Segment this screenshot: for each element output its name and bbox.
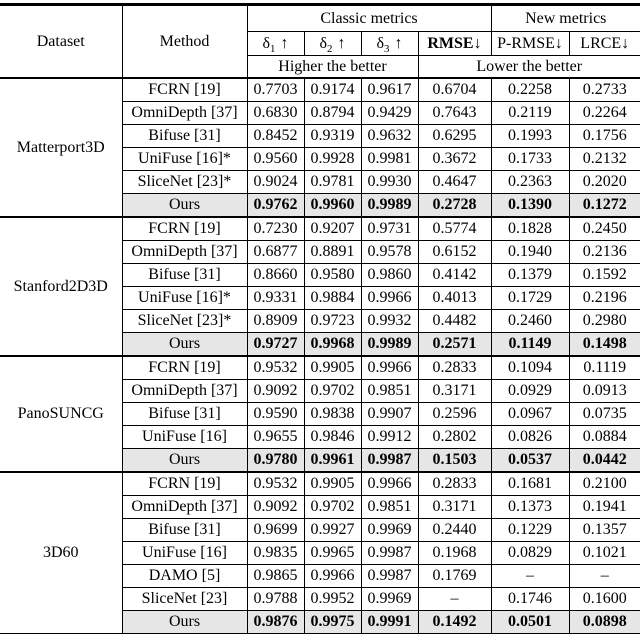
metric-value-cell: 0.1119: [569, 356, 640, 380]
metric-value-cell: 0.9966: [361, 472, 418, 496]
header-row-groups: [0, 5, 640, 32]
metric-value-cell: 0.2132: [569, 148, 640, 171]
method-cell: Bifuse [31]: [122, 403, 247, 426]
metric-value-cell: 0.9968: [304, 333, 361, 357]
metric-value-cell: –: [418, 588, 491, 611]
metric-value-cell: 0.4647: [418, 171, 491, 194]
classic-metrics-header: Classic metrics: [247, 5, 491, 32]
column-header-delta3: [361, 32, 418, 56]
metric-value-cell: 0.9723: [304, 310, 361, 333]
up-arrow-icon: ↑: [394, 34, 403, 52]
metric-value-cell: 0.2363: [491, 171, 569, 194]
metric-value-cell: 0.9927: [304, 519, 361, 542]
metric-value-cell: 0.0735: [569, 403, 640, 426]
metric-name: LRCE: [580, 34, 622, 52]
metric-value-cell: 0.1733: [491, 148, 569, 171]
metric-name: P-RMSE: [497, 34, 555, 52]
metric-value-cell: 0.1600: [569, 588, 640, 611]
metric-value-cell: 0.9699: [247, 519, 304, 542]
up-arrow-icon: ↑: [280, 34, 289, 52]
method-cell: SliceNet [23]*: [122, 171, 247, 194]
dataset-column-header: Dataset: [0, 5, 122, 79]
metric-value-cell: 0.9702: [304, 496, 361, 519]
metric-value-cell: 0.3171: [418, 380, 491, 403]
metric-value-cell: 0.8660: [247, 264, 304, 287]
metric-value-cell: 0.1941: [569, 496, 640, 519]
metric-value-cell: 0.9727: [247, 333, 304, 357]
metric-value-cell: 0.6830: [247, 102, 304, 125]
metric-value-cell: 0.9966: [361, 287, 418, 310]
method-cell: FCRN [19]: [122, 78, 247, 102]
column-header-rmse: [418, 32, 491, 56]
method-cell: FCRN [19]: [122, 356, 247, 380]
metric-value-cell: 0.9092: [247, 380, 304, 403]
metric-value-cell: 0.2119: [491, 102, 569, 125]
down-arrow-icon: ↓: [554, 34, 563, 52]
metric-value-cell: 0.4013: [418, 287, 491, 310]
metric-value-cell: 0.9788: [247, 588, 304, 611]
metric-value-cell: 0.5774: [418, 217, 491, 241]
metric-value-cell: 0.6152: [418, 241, 491, 264]
metric-value-cell: 0.8891: [304, 241, 361, 264]
metric-value-cell: 0.9961: [304, 449, 361, 473]
column-header-delta1: [247, 32, 304, 56]
metric-value-cell: –: [491, 565, 569, 588]
method-cell: UniFuse [16]*: [122, 148, 247, 171]
metrics-comparison-table: [0, 3, 640, 634]
metric-value-cell: 0.9781: [304, 171, 361, 194]
metric-value-cell: 0.9928: [304, 148, 361, 171]
metric-value-cell: 0.1503: [418, 449, 491, 473]
dataset-cell: Matterport3D: [0, 78, 122, 217]
metric-value-cell: 0.1492: [418, 611, 491, 634]
metric-value-cell: 0.0826: [491, 426, 569, 449]
method-cell: OmniDepth [37]: [122, 380, 247, 403]
method-cell: Bifuse [31]: [122, 519, 247, 542]
metric-value-cell: 0.2733: [569, 78, 640, 102]
method-cell: FCRN [19]: [122, 472, 247, 496]
metric-value-cell: 0.3672: [418, 148, 491, 171]
metric-value-cell: 0.9960: [304, 194, 361, 218]
metric-value-cell: 0.3171: [418, 496, 491, 519]
metric-value-cell: 0.2020: [569, 171, 640, 194]
metric-value-cell: 0.2264: [569, 102, 640, 125]
metric-value-cell: 0.9905: [304, 356, 361, 380]
metric-value-cell: 0.9838: [304, 403, 361, 426]
metric-value-cell: 0.1357: [569, 519, 640, 542]
metric-value-cell: 0.2833: [418, 472, 491, 496]
metric-value-cell: 0.2196: [569, 287, 640, 310]
metric-value-cell: 0.9860: [361, 264, 418, 287]
metric-value-cell: 0.8794: [304, 102, 361, 125]
lower-better-header: Lower the better: [418, 56, 640, 79]
metric-value-cell: 0.9580: [304, 264, 361, 287]
metric-value-cell: 0.0442: [569, 449, 640, 473]
metric-value-cell: 0.1756: [569, 125, 640, 148]
metric-value-cell: 0.7230: [247, 217, 304, 241]
method-cell: UniFuse [16]*: [122, 287, 247, 310]
metric-value-cell: 0.1968: [418, 542, 491, 565]
metric-value-cell: 0.2802: [418, 426, 491, 449]
metric-name: RMSE: [427, 34, 474, 52]
metric-value-cell: 0.9905: [304, 472, 361, 496]
metric-value-cell: 0.6295: [418, 125, 491, 148]
metric-value-cell: 0.1149: [491, 333, 569, 357]
metric-value-cell: 0.9969: [361, 588, 418, 611]
method-cell: Bifuse [31]: [122, 264, 247, 287]
metric-value-cell: 0.1746: [491, 588, 569, 611]
up-arrow-icon: ↑: [337, 34, 346, 52]
metric-value-cell: 0.1729: [491, 287, 569, 310]
metric-value-cell: 0.9846: [304, 426, 361, 449]
metric-value-cell: 0.2440: [418, 519, 491, 542]
metric-value-cell: 0.1769: [418, 565, 491, 588]
metric-value-cell: 0.0501: [491, 611, 569, 634]
metric-value-cell: 0.9865: [247, 565, 304, 588]
method-cell: FCRN [19]: [122, 217, 247, 241]
metric-value-cell: 0.1021: [569, 542, 640, 565]
metric-value-cell: 0.7703: [247, 78, 304, 102]
delta-subscript: 3: [384, 42, 390, 55]
metric-value-cell: 0.9590: [247, 403, 304, 426]
method-cell: Ours: [122, 333, 247, 357]
down-arrow-icon: ↓: [621, 34, 630, 52]
method-cell: OmniDepth [37]: [122, 102, 247, 125]
metric-value-cell: 0.2460: [491, 310, 569, 333]
metric-value-cell: 0.1498: [569, 333, 640, 357]
metric-value-cell: 0.0884: [569, 426, 640, 449]
metric-value-cell: 0.9851: [361, 496, 418, 519]
metric-value-cell: 0.0913: [569, 380, 640, 403]
metric-value-cell: 0.9731: [361, 217, 418, 241]
metric-value-cell: 0.9907: [361, 403, 418, 426]
metric-value-cell: 0.2728: [418, 194, 491, 218]
metric-value-cell: 0.9876: [247, 611, 304, 634]
method-cell: SliceNet [23]: [122, 588, 247, 611]
metric-value-cell: 0.9851: [361, 380, 418, 403]
dataset-cell: Stanford2D3D: [0, 217, 122, 356]
delta-symbol: δ: [262, 34, 271, 52]
method-row: [0, 78, 640, 102]
metric-value-cell: 0.9560: [247, 148, 304, 171]
column-header-delta2: [304, 32, 361, 56]
metric-value-cell: 0.9930: [361, 171, 418, 194]
metric-value-cell: 0.1993: [491, 125, 569, 148]
metric-value-cell: 0.1272: [569, 194, 640, 218]
metric-value-cell: 0.9966: [304, 565, 361, 588]
delta-symbol: δ: [376, 34, 385, 52]
dataset-cell: 3D60: [0, 472, 122, 634]
metric-value-cell: 0.9987: [361, 565, 418, 588]
metric-value-cell: 0.9655: [247, 426, 304, 449]
method-cell: SliceNet [23]*: [122, 310, 247, 333]
dataset-cell: PanoSUNCG: [0, 356, 122, 472]
metric-value-cell: 0.9702: [304, 380, 361, 403]
metric-value-cell: 0.1094: [491, 356, 569, 380]
metric-value-cell: 0.9532: [247, 356, 304, 380]
metric-value-cell: 0.6877: [247, 241, 304, 264]
metric-value-cell: 0.1379: [491, 264, 569, 287]
metric-value-cell: 0.9975: [304, 611, 361, 634]
delta-symbol: δ: [319, 34, 328, 52]
metric-value-cell: 0.9912: [361, 426, 418, 449]
metric-value-cell: 0.9952: [304, 588, 361, 611]
metric-value-cell: 0.4482: [418, 310, 491, 333]
metric-value-cell: 0.0898: [569, 611, 640, 634]
table-header: [0, 5, 640, 79]
metric-value-cell: 0.2980: [569, 310, 640, 333]
metric-value-cell: –: [569, 565, 640, 588]
metric-value-cell: 0.9987: [361, 449, 418, 473]
method-cell: OmniDepth [37]: [122, 241, 247, 264]
metric-value-cell: 0.9092: [247, 496, 304, 519]
metric-value-cell: 0.9207: [304, 217, 361, 241]
metric-value-cell: 0.2136: [569, 241, 640, 264]
column-header-lrce: [569, 32, 640, 56]
metric-value-cell: 0.2833: [418, 356, 491, 380]
metric-value-cell: 0.9319: [304, 125, 361, 148]
method-cell: Bifuse [31]: [122, 125, 247, 148]
metric-value-cell: 0.9429: [361, 102, 418, 125]
delta-subscript: 1: [270, 42, 276, 55]
metric-value-cell: 0.9331: [247, 287, 304, 310]
method-cell: OmniDepth [37]: [122, 496, 247, 519]
method-row: [0, 472, 640, 496]
metric-value-cell: 0.9989: [361, 194, 418, 218]
higher-better-header: Higher the better: [247, 56, 418, 79]
metric-value-cell: 0.9884: [304, 287, 361, 310]
method-cell: Ours: [122, 194, 247, 218]
metric-value-cell: 0.2571: [418, 333, 491, 357]
metric-value-cell: 0.1390: [491, 194, 569, 218]
metric-value-cell: 0.9174: [304, 78, 361, 102]
column-header-prmse: [491, 32, 569, 56]
metric-value-cell: 0.0929: [491, 380, 569, 403]
method-cell: UniFuse [16]: [122, 542, 247, 565]
metric-value-cell: 0.8909: [247, 310, 304, 333]
metric-value-cell: 0.2100: [569, 472, 640, 496]
metric-value-cell: 0.9932: [361, 310, 418, 333]
metric-value-cell: 0.9617: [361, 78, 418, 102]
method-cell: Ours: [122, 449, 247, 473]
method-row: [0, 217, 640, 241]
metric-value-cell: 0.1229: [491, 519, 569, 542]
metric-value-cell: 0.9966: [361, 356, 418, 380]
metric-value-cell: 0.9981: [361, 148, 418, 171]
method-cell: DAMO [5]: [122, 565, 247, 588]
metric-value-cell: 0.1373: [491, 496, 569, 519]
metric-value-cell: 0.9632: [361, 125, 418, 148]
metric-value-cell: 0.9024: [247, 171, 304, 194]
metric-value-cell: 0.1681: [491, 472, 569, 496]
metric-value-cell: 0.9835: [247, 542, 304, 565]
metric-value-cell: 0.1828: [491, 217, 569, 241]
delta-subscript: 2: [327, 42, 333, 55]
metric-value-cell: 0.6704: [418, 78, 491, 102]
metric-value-cell: 0.9578: [361, 241, 418, 264]
metric-value-cell: 0.7643: [418, 102, 491, 125]
metric-value-cell: 0.9989: [361, 333, 418, 357]
metric-value-cell: 0.0537: [491, 449, 569, 473]
metric-value-cell: 0.2450: [569, 217, 640, 241]
metric-value-cell: 0.8452: [247, 125, 304, 148]
metric-value-cell: 0.0829: [491, 542, 569, 565]
metric-value-cell: 0.9969: [361, 519, 418, 542]
metric-value-cell: 0.4142: [418, 264, 491, 287]
metric-value-cell: 0.9987: [361, 542, 418, 565]
metric-value-cell: 0.2596: [418, 403, 491, 426]
metric-value-cell: 0.9965: [304, 542, 361, 565]
method-cell: Ours: [122, 611, 247, 634]
method-cell: UniFuse [16]: [122, 426, 247, 449]
metric-value-cell: 0.0967: [491, 403, 569, 426]
table-body: [0, 78, 640, 634]
metric-value-cell: 0.1940: [491, 241, 569, 264]
method-row: [0, 356, 640, 380]
new-metrics-header: New metrics: [491, 5, 640, 32]
metric-value-cell: 0.9780: [247, 449, 304, 473]
metric-value-cell: 0.1592: [569, 264, 640, 287]
metric-value-cell: 0.9762: [247, 194, 304, 218]
down-arrow-icon: ↓: [473, 34, 482, 52]
method-column-header: Method: [122, 5, 247, 79]
metric-value-cell: 0.2258: [491, 78, 569, 102]
metric-value-cell: 0.9991: [361, 611, 418, 634]
metric-value-cell: 0.9532: [247, 472, 304, 496]
